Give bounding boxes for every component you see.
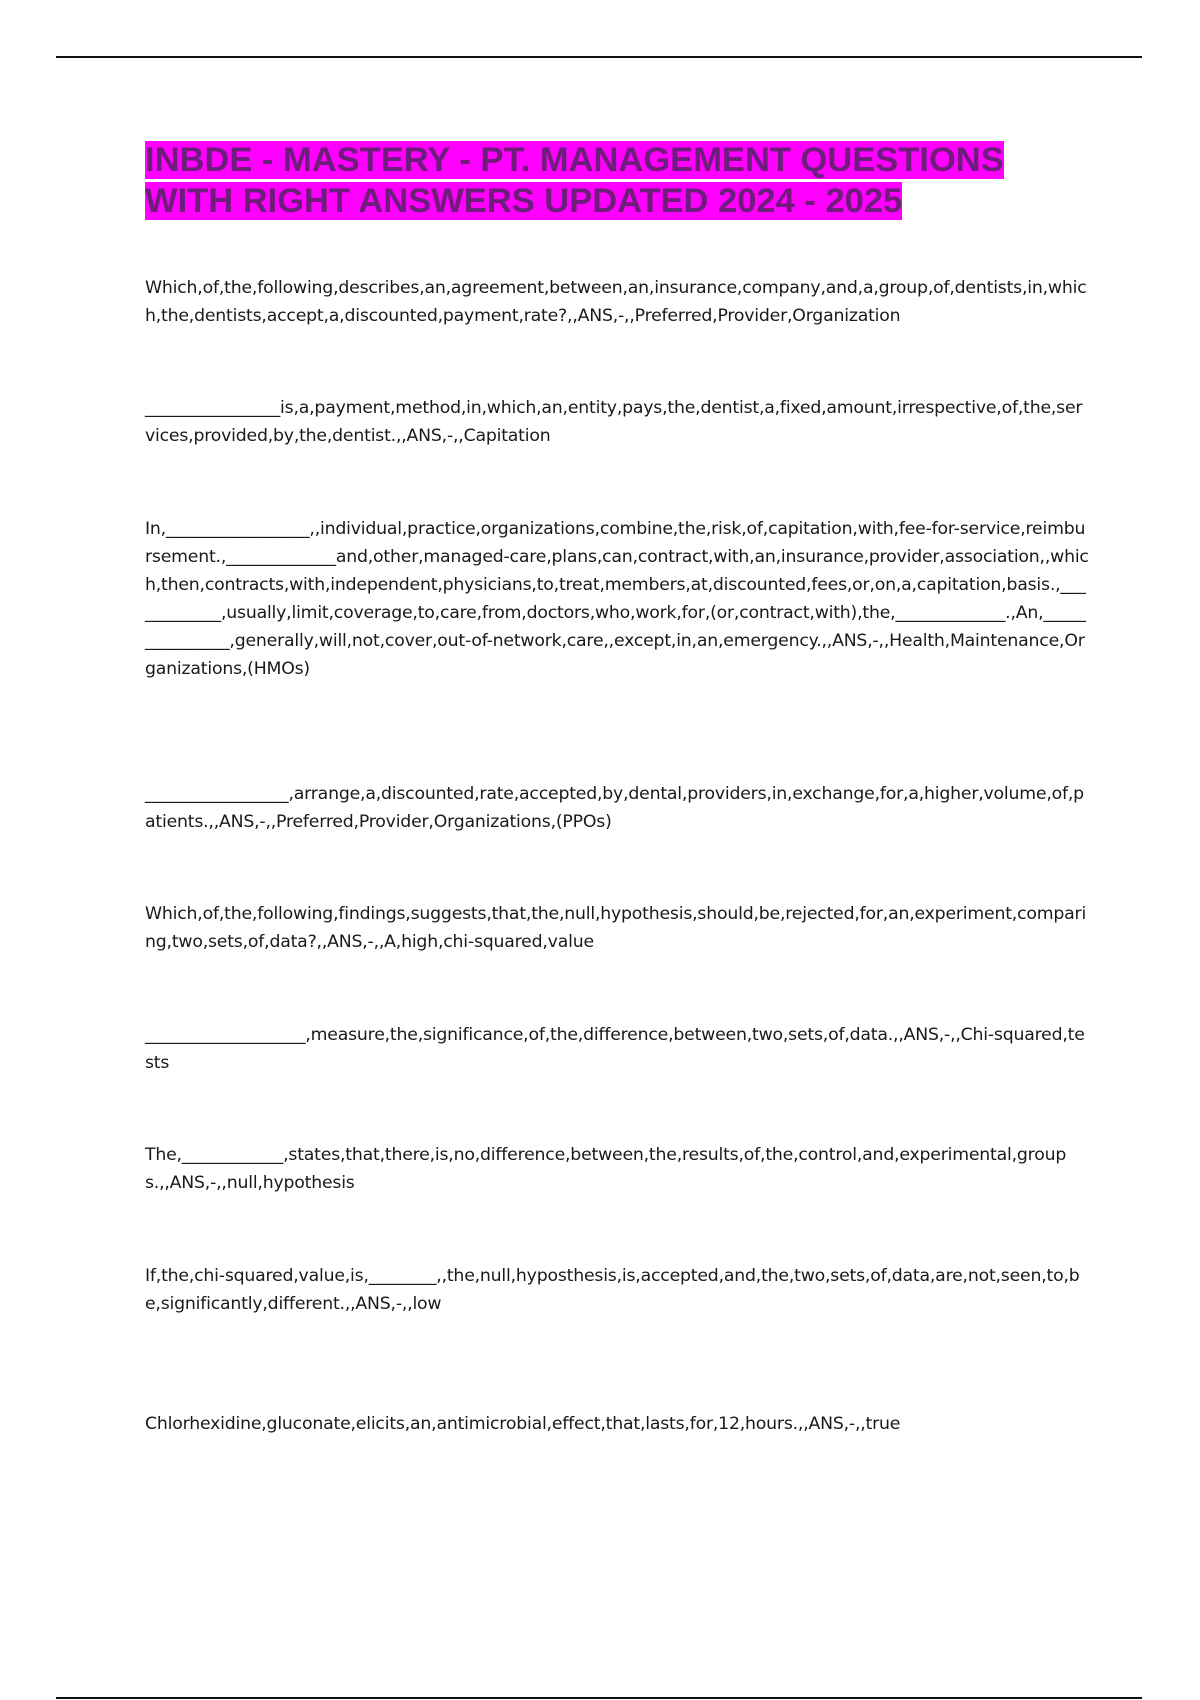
qa-item-5: Which,of,the,following,findings,suggests,that,the,null,hypothesis,should,be,rejected,for,an,experiment,comparing,two,sets,of,data?,,ANS,-,,A,high,chi-squared,value bbox=[145, 904, 1087, 952]
page-title bbox=[145, 140, 1085, 222]
qa-item-7: The,____________,states,that,there,is,no,difference,between,the,results,of,the,control,and,experimental,groups.,,ANS,-,,null,hypothesis bbox=[145, 1145, 1067, 1193]
top-rule bbox=[56, 56, 1142, 58]
title-line-1: INBDE - MASTERY - PT. MANAGEMENT QUESTIONS bbox=[145, 141, 1004, 179]
title-line-2: WITH RIGHT ANSWERS UPDATED 2024 - 2025 bbox=[145, 182, 903, 220]
qa-item-8: If,the,chi-squared,value,is,________,,the,null,hyposthesis,is,accepted,and,the,two,sets,of,data,are,not,seen,to,be,significantly,different.,,ANS,-,,low bbox=[145, 1266, 1080, 1314]
qa-item-1: Which,of,the,following,describes,an,agreement,between,an,insurance,company,and,a,group,of,dentists,in,which,the,dentists,accept,a,discounted,payment,rate?,,ANS,-,,Preferred,Provider,Organization bbox=[145, 278, 1087, 326]
bottom-rule bbox=[56, 1697, 1142, 1699]
qa-item-2: ________________is,a,payment,method,in,which,an,entity,pays,the,dentist,a,fixed,amount,irrespective,of,the,services,provided,by,the,dentist.,,ANS,-,,Capitation bbox=[145, 398, 1083, 446]
qa-item-6: ___________________,measure,the,significance,of,the,difference,between,two,sets,of,data.,,ANS,-,,Chi-squared,tests bbox=[145, 1025, 1085, 1073]
qa-item-3: In,_________________,,individual,practice,organizations,combine,the,risk,of,capitation,with,fee-for-service,reimbursement.,_____________and,other,managed-care,plans,can,contract,with,an,insurance,provider,association,,which,then,contracts,with,independent,physicians,to,treat,members,at,discounted,fees,or,on,a,capitation,basis.,____________,usually,limit,coverage,to,care,from,doctors,who,work,for,(or,contract,with),the,_____________.,An,_______________,generally,will,not,cover,out-of-network,care,,except,in,an,emergency.,,ANS,-,,Health,Maintenance,Organizations,(HMOs) bbox=[145, 519, 1089, 679]
qa-item-9: Chlorhexidine,gluconate,elicits,an,antimicrobial,effect,that,lasts,for,12,hours.,,ANS,-,,true bbox=[145, 1414, 901, 1434]
qa-item-4: _________________,arrange,a,discounted,rate,accepted,by,dental,providers,in,exchange,for,a,higher,volume,of,patients.,,ANS,-,,Preferred,Provider,Organizations,(PPOs) bbox=[145, 784, 1084, 832]
